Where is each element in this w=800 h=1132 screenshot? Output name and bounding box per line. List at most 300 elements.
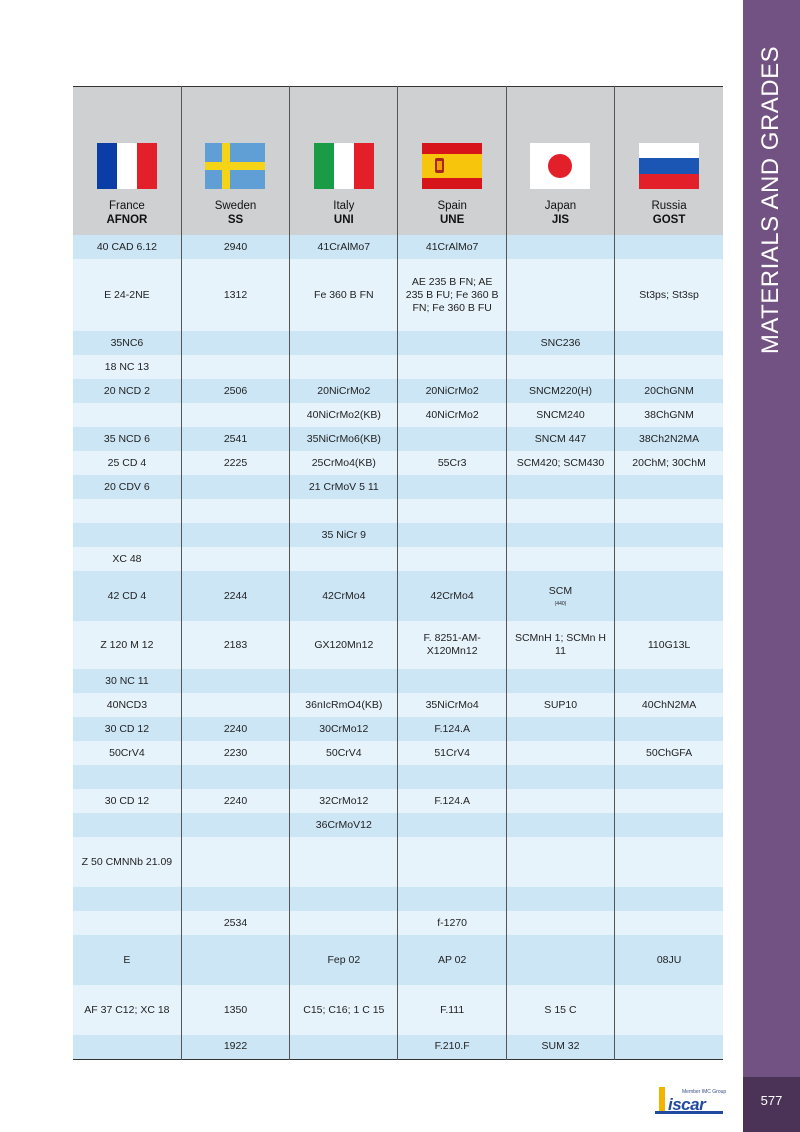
cell-value: F. 8251-AM-X120Mn12 (423, 632, 481, 657)
cell-value: F.111 (440, 1003, 465, 1016)
table-cell (73, 765, 181, 789)
table-cell (615, 451, 723, 475)
table-cell (73, 693, 181, 717)
cell-value: 40NCD3 (106, 698, 148, 711)
cell-value: 36nIcRmO4(KB) (305, 698, 383, 711)
cell-value: 2225 (223, 456, 248, 469)
table-cell (615, 427, 723, 451)
table-cell (506, 355, 614, 379)
table-cell (615, 259, 723, 331)
cell-value: SNCM240 (536, 408, 585, 421)
table-header-row (73, 87, 723, 236)
table-cell (73, 403, 181, 427)
table-cell (290, 475, 398, 499)
table-cell (398, 427, 506, 451)
table-cell (506, 935, 614, 985)
table-cell (398, 571, 506, 621)
table-cell (73, 621, 181, 669)
cell-value: F.124.A (434, 722, 470, 735)
table-row (73, 451, 723, 475)
cell-value: Z 50 CMNNb 21.09 (81, 855, 173, 868)
cell-value: E 24-2NE (104, 288, 150, 301)
cell-value: 1922 (223, 1040, 248, 1053)
russia-flag-icon (639, 143, 699, 189)
table-cell (181, 813, 289, 837)
table-cell (290, 765, 398, 789)
cell-value: 50CrV4 (326, 746, 362, 759)
cell-value: 30 CD 12 (104, 722, 150, 735)
table-row (73, 837, 723, 887)
table-cell (73, 837, 181, 887)
table-cell (615, 571, 723, 621)
table-cell (73, 717, 181, 741)
table-row (73, 379, 723, 403)
table-cell (615, 331, 723, 355)
table-cell (615, 935, 723, 985)
table-cell (615, 693, 723, 717)
table-cell (398, 813, 506, 837)
table-cell (290, 571, 398, 621)
table-cell (398, 717, 506, 741)
table-cell (398, 935, 506, 985)
table-cell (73, 379, 181, 403)
table-cell (181, 717, 289, 741)
cell-value: AF 37 C12; XC 18 (84, 1003, 170, 1016)
table-row (73, 475, 723, 499)
table-row (73, 331, 723, 355)
cell-value: 35 NiCr 9 (321, 528, 366, 541)
table-cell (615, 235, 723, 259)
france-flag-icon (97, 143, 157, 189)
cell-value: 40NiCrMo2 (425, 408, 479, 421)
country-name: Sweden (214, 200, 257, 212)
italy-flag-icon (314, 143, 374, 189)
table-cell (506, 259, 614, 331)
table-cell (181, 571, 289, 621)
table-cell (290, 355, 398, 379)
table-cell (73, 789, 181, 813)
cell-value: 2244 (223, 589, 248, 602)
cell-value: 20ChGNM (644, 384, 694, 397)
logo-word: iscar (668, 1095, 706, 1114)
table-cell (181, 235, 289, 259)
table-cell (398, 1035, 506, 1059)
table-cell (506, 887, 614, 911)
cell-value: F.210.F (434, 1040, 470, 1053)
cell-value: 20 CDV 6 (104, 480, 150, 493)
cell-value: 35NiCrMo4 (425, 698, 479, 711)
cell-value: 2240 (223, 722, 248, 735)
table-cell (73, 427, 181, 451)
table-cell (615, 789, 723, 813)
cell-value: 1350 (223, 1003, 248, 1016)
standard-name: GOST (652, 214, 686, 226)
cell-value: 2183 (223, 638, 248, 651)
table-cell (290, 621, 398, 669)
table-cell (73, 331, 181, 355)
cell-value: 42CrMo4 (430, 589, 474, 602)
cell-value: SUP10 (543, 698, 578, 711)
table-cell (506, 669, 614, 693)
cell-value: XC 48 (112, 552, 142, 565)
table-cell (181, 355, 289, 379)
standard-name: UNE (440, 214, 465, 226)
column-header-russia (615, 87, 723, 236)
table-cell (615, 475, 723, 499)
section-title: MATERIALS AND GRADES (757, 45, 784, 355)
sweden-flag-icon (205, 143, 265, 189)
table-cell (506, 403, 614, 427)
standard-name: JIS (551, 214, 570, 226)
cell-value: 25 CD 4 (107, 456, 147, 469)
cell-value: AP 02 (437, 953, 467, 966)
table-row (73, 693, 723, 717)
page-number: 577 (760, 1093, 783, 1108)
cell-value: 2534 (223, 916, 248, 929)
table-cell (615, 717, 723, 741)
cell-value: 35 NCD 6 (103, 432, 150, 445)
table-cell (398, 523, 506, 547)
cell-value: 20 NCD 2 (103, 384, 150, 397)
table-cell (615, 911, 723, 935)
cell-value: 2230 (223, 746, 248, 759)
cell-value: 20ChM; 30ChM (632, 456, 706, 469)
cell-value: 1312 (223, 288, 248, 301)
table-cell (181, 669, 289, 693)
table-cell (398, 985, 506, 1035)
table-cell (73, 355, 181, 379)
table-row (73, 499, 723, 523)
column-header-france (73, 87, 181, 236)
table-cell (398, 475, 506, 499)
country-name: France (109, 200, 145, 212)
cell-value: 51CrV4 (434, 746, 470, 759)
table-cell (506, 621, 614, 669)
table-cell (398, 693, 506, 717)
cell-value: 2506 (223, 384, 248, 397)
cell-value: f-1270 (437, 916, 468, 929)
table-cell (73, 235, 181, 259)
table-cell (73, 935, 181, 985)
table-cell (73, 451, 181, 475)
cell-value: 20NiCrMo2 (317, 384, 371, 397)
table-row (73, 887, 723, 911)
table-cell (398, 621, 506, 669)
cell-value: SCM (548, 584, 573, 597)
table-cell (506, 475, 614, 499)
table-cell (73, 813, 181, 837)
table-cell (506, 499, 614, 523)
cell-value: Fe 360 B FN (314, 288, 374, 301)
cell-value: 08JU (656, 953, 682, 966)
table-cell (506, 235, 614, 259)
column-header-sweden (181, 87, 289, 236)
table-cell (615, 1035, 723, 1059)
cell-value: 50ChGFA (646, 746, 693, 759)
table-cell (73, 475, 181, 499)
column-header-japan (506, 87, 614, 236)
cell-value: SNCM 447 (534, 432, 587, 445)
table-cell (290, 693, 398, 717)
table-row (73, 1035, 723, 1059)
table-row (73, 403, 723, 427)
table-cell (506, 379, 614, 403)
table-row (73, 427, 723, 451)
cell-subnote: (440) (554, 600, 567, 607)
table-cell (506, 741, 614, 765)
cell-value: 30CrMo12 (319, 722, 369, 735)
table-cell (290, 935, 398, 985)
table-cell (73, 259, 181, 331)
table-cell (290, 813, 398, 837)
cell-value: Z 120 M 12 (100, 638, 154, 651)
spain-flag-icon (422, 143, 482, 189)
table-cell (181, 451, 289, 475)
cell-value: 55Cr3 (437, 456, 467, 469)
table-cell (181, 259, 289, 331)
cell-value: 18 NC 13 (104, 360, 150, 373)
table-cell (506, 427, 614, 451)
table-cell (615, 403, 723, 427)
cell-value: 40ChN2MA (641, 698, 697, 711)
logo-member-text: Member IMC Group (682, 1089, 727, 1095)
table-cell (73, 985, 181, 1035)
cell-value: 40 CAD 6.12 (96, 240, 157, 253)
japan-flag-icon (530, 143, 590, 189)
cell-value: 32CrMo12 (319, 794, 369, 807)
cell-value: 25CrMo4(KB) (311, 456, 376, 469)
table-cell (181, 621, 289, 669)
table-row (73, 813, 723, 837)
table-cell (398, 499, 506, 523)
table-cell (506, 331, 614, 355)
cell-value: 2541 (223, 432, 248, 445)
table-cell (506, 571, 614, 621)
table-cell (73, 887, 181, 911)
table-cell (181, 935, 289, 985)
table-cell (615, 813, 723, 837)
table-cell (615, 985, 723, 1035)
table-cell (506, 547, 614, 571)
cell-value: GX120Mn12 (314, 638, 374, 651)
table-row (73, 765, 723, 789)
table-cell (181, 985, 289, 1035)
standard-name: UNI (333, 214, 354, 226)
table-cell (290, 259, 398, 331)
table-cell (290, 669, 398, 693)
table-cell (506, 911, 614, 935)
country-name: Japan (544, 200, 577, 212)
table-cell (398, 331, 506, 355)
table-cell (181, 765, 289, 789)
table-cell (398, 741, 506, 765)
table-cell (73, 547, 181, 571)
table-cell (290, 451, 398, 475)
table-cell (290, 523, 398, 547)
table-cell (73, 669, 181, 693)
cell-value: S 15 C (544, 1003, 577, 1016)
table-cell (73, 1035, 181, 1059)
table-cell (290, 911, 398, 935)
table-cell (398, 911, 506, 935)
table-cell (615, 837, 723, 887)
cell-value: AE 235 B FN; AE 235 B FU; Fe 360 B FN; Fe 360 B FU (405, 275, 499, 314)
table-cell (181, 547, 289, 571)
table-cell (290, 331, 398, 355)
cell-value: SNC236 (540, 336, 581, 349)
cell-value: 20NiCrMo2 (425, 384, 479, 397)
table-cell (506, 451, 614, 475)
cell-value: 21 CrMoV 5 11 (308, 480, 379, 493)
table-cell (290, 717, 398, 741)
cell-value: 35NC6 (110, 336, 144, 349)
table-cell (615, 765, 723, 789)
table-row (73, 911, 723, 935)
table-row (73, 741, 723, 765)
cell-value: 36CrMoV12 (315, 818, 372, 831)
table-cell (181, 741, 289, 765)
table-cell (506, 717, 614, 741)
country-name: Italy (333, 200, 355, 212)
table-row (73, 669, 723, 693)
table-cell (181, 499, 289, 523)
cell-value: 41CrAlMo7 (425, 240, 479, 253)
cell-value: SCM420; SCM430 (516, 456, 605, 469)
table-cell (181, 475, 289, 499)
cell-value: 38Ch2N2MA (639, 432, 700, 445)
table-cell (181, 1035, 289, 1059)
table-cell (398, 259, 506, 331)
cell-value: C15; C16; 1 C 15 (303, 1003, 385, 1016)
table-cell (398, 669, 506, 693)
cell-value: Fep 02 (327, 953, 361, 966)
table-cell (290, 499, 398, 523)
table-cell (398, 235, 506, 259)
table-cell (290, 427, 398, 451)
table-cell (615, 621, 723, 669)
table-cell (290, 741, 398, 765)
table-cell (506, 789, 614, 813)
cell-value: 50CrV4 (109, 746, 145, 759)
cell-value: 30 CD 12 (104, 794, 150, 807)
table-cell (506, 837, 614, 887)
table-cell (506, 693, 614, 717)
country-name: Spain (437, 200, 467, 212)
table-row (73, 235, 723, 259)
table-cell (181, 693, 289, 717)
column-header-spain (398, 87, 506, 236)
table-cell (73, 499, 181, 523)
table-cell (181, 911, 289, 935)
table-cell (398, 765, 506, 789)
table-cell (290, 789, 398, 813)
cell-value: 30 NC 11 (105, 674, 149, 687)
table-cell (181, 331, 289, 355)
table-cell (290, 1035, 398, 1059)
table-cell (506, 765, 614, 789)
standard-name: AFNOR (106, 214, 148, 226)
table-row (73, 935, 723, 985)
table-row (73, 523, 723, 547)
cell-value: E (123, 953, 131, 966)
cell-value: 35NiCrMo6(KB) (306, 432, 381, 445)
cell-value: 2940 (223, 240, 248, 253)
table-cell (73, 571, 181, 621)
table-cell (290, 887, 398, 911)
standard-name: SS (227, 214, 244, 226)
table-cell (181, 379, 289, 403)
cell-value: St3ps; St3sp (639, 288, 699, 301)
table-cell (290, 837, 398, 887)
table-row (73, 621, 723, 669)
cell-value: SNCM220(H) (528, 384, 592, 397)
cell-value: 110G13L (647, 638, 691, 651)
table-cell (506, 985, 614, 1035)
table-cell (290, 985, 398, 1035)
table-cell (290, 547, 398, 571)
table-cell (615, 523, 723, 547)
table-cell (398, 547, 506, 571)
table-cell (398, 789, 506, 813)
table-cell (398, 837, 506, 887)
table-cell (615, 669, 723, 693)
table-cell (290, 379, 398, 403)
table-row (73, 571, 723, 621)
table-row (73, 985, 723, 1035)
table-row (73, 259, 723, 331)
cell-value: 40NiCrMo2(KB) (306, 408, 381, 421)
table-row (73, 547, 723, 571)
table-cell (615, 379, 723, 403)
cell-value: 42 CD 4 (107, 589, 147, 602)
table-cell (181, 523, 289, 547)
table-row (73, 717, 723, 741)
table-cell (73, 911, 181, 935)
table-cell (181, 403, 289, 427)
table-cell (73, 523, 181, 547)
table-cell (615, 887, 723, 911)
table-cell (290, 403, 398, 427)
table-cell (181, 837, 289, 887)
table-cell (73, 741, 181, 765)
grades-table-body (73, 235, 723, 1059)
cell-value: 38ChGNM (644, 408, 694, 421)
table-cell (615, 741, 723, 765)
grades-table (73, 86, 723, 1060)
cell-value: SCMnH 1; SCMn H 11 (514, 632, 606, 657)
table-cell (181, 427, 289, 451)
cell-value: SUM 32 (541, 1040, 580, 1053)
country-name: Russia (651, 200, 687, 212)
cell-value: 2240 (223, 794, 248, 807)
table-cell (398, 355, 506, 379)
table-row (73, 355, 723, 379)
table-cell (506, 813, 614, 837)
table-cell (506, 1035, 614, 1059)
table-cell (615, 499, 723, 523)
table-cell (615, 547, 723, 571)
table-cell (181, 789, 289, 813)
table-cell (398, 887, 506, 911)
table-cell (506, 523, 614, 547)
table-row (73, 789, 723, 813)
table-cell (398, 403, 506, 427)
table-cell (398, 451, 506, 475)
cell-value: F.124.A (434, 794, 470, 807)
cell-value: 41CrAlMo7 (317, 240, 371, 253)
table-cell (615, 355, 723, 379)
table-cell (398, 379, 506, 403)
